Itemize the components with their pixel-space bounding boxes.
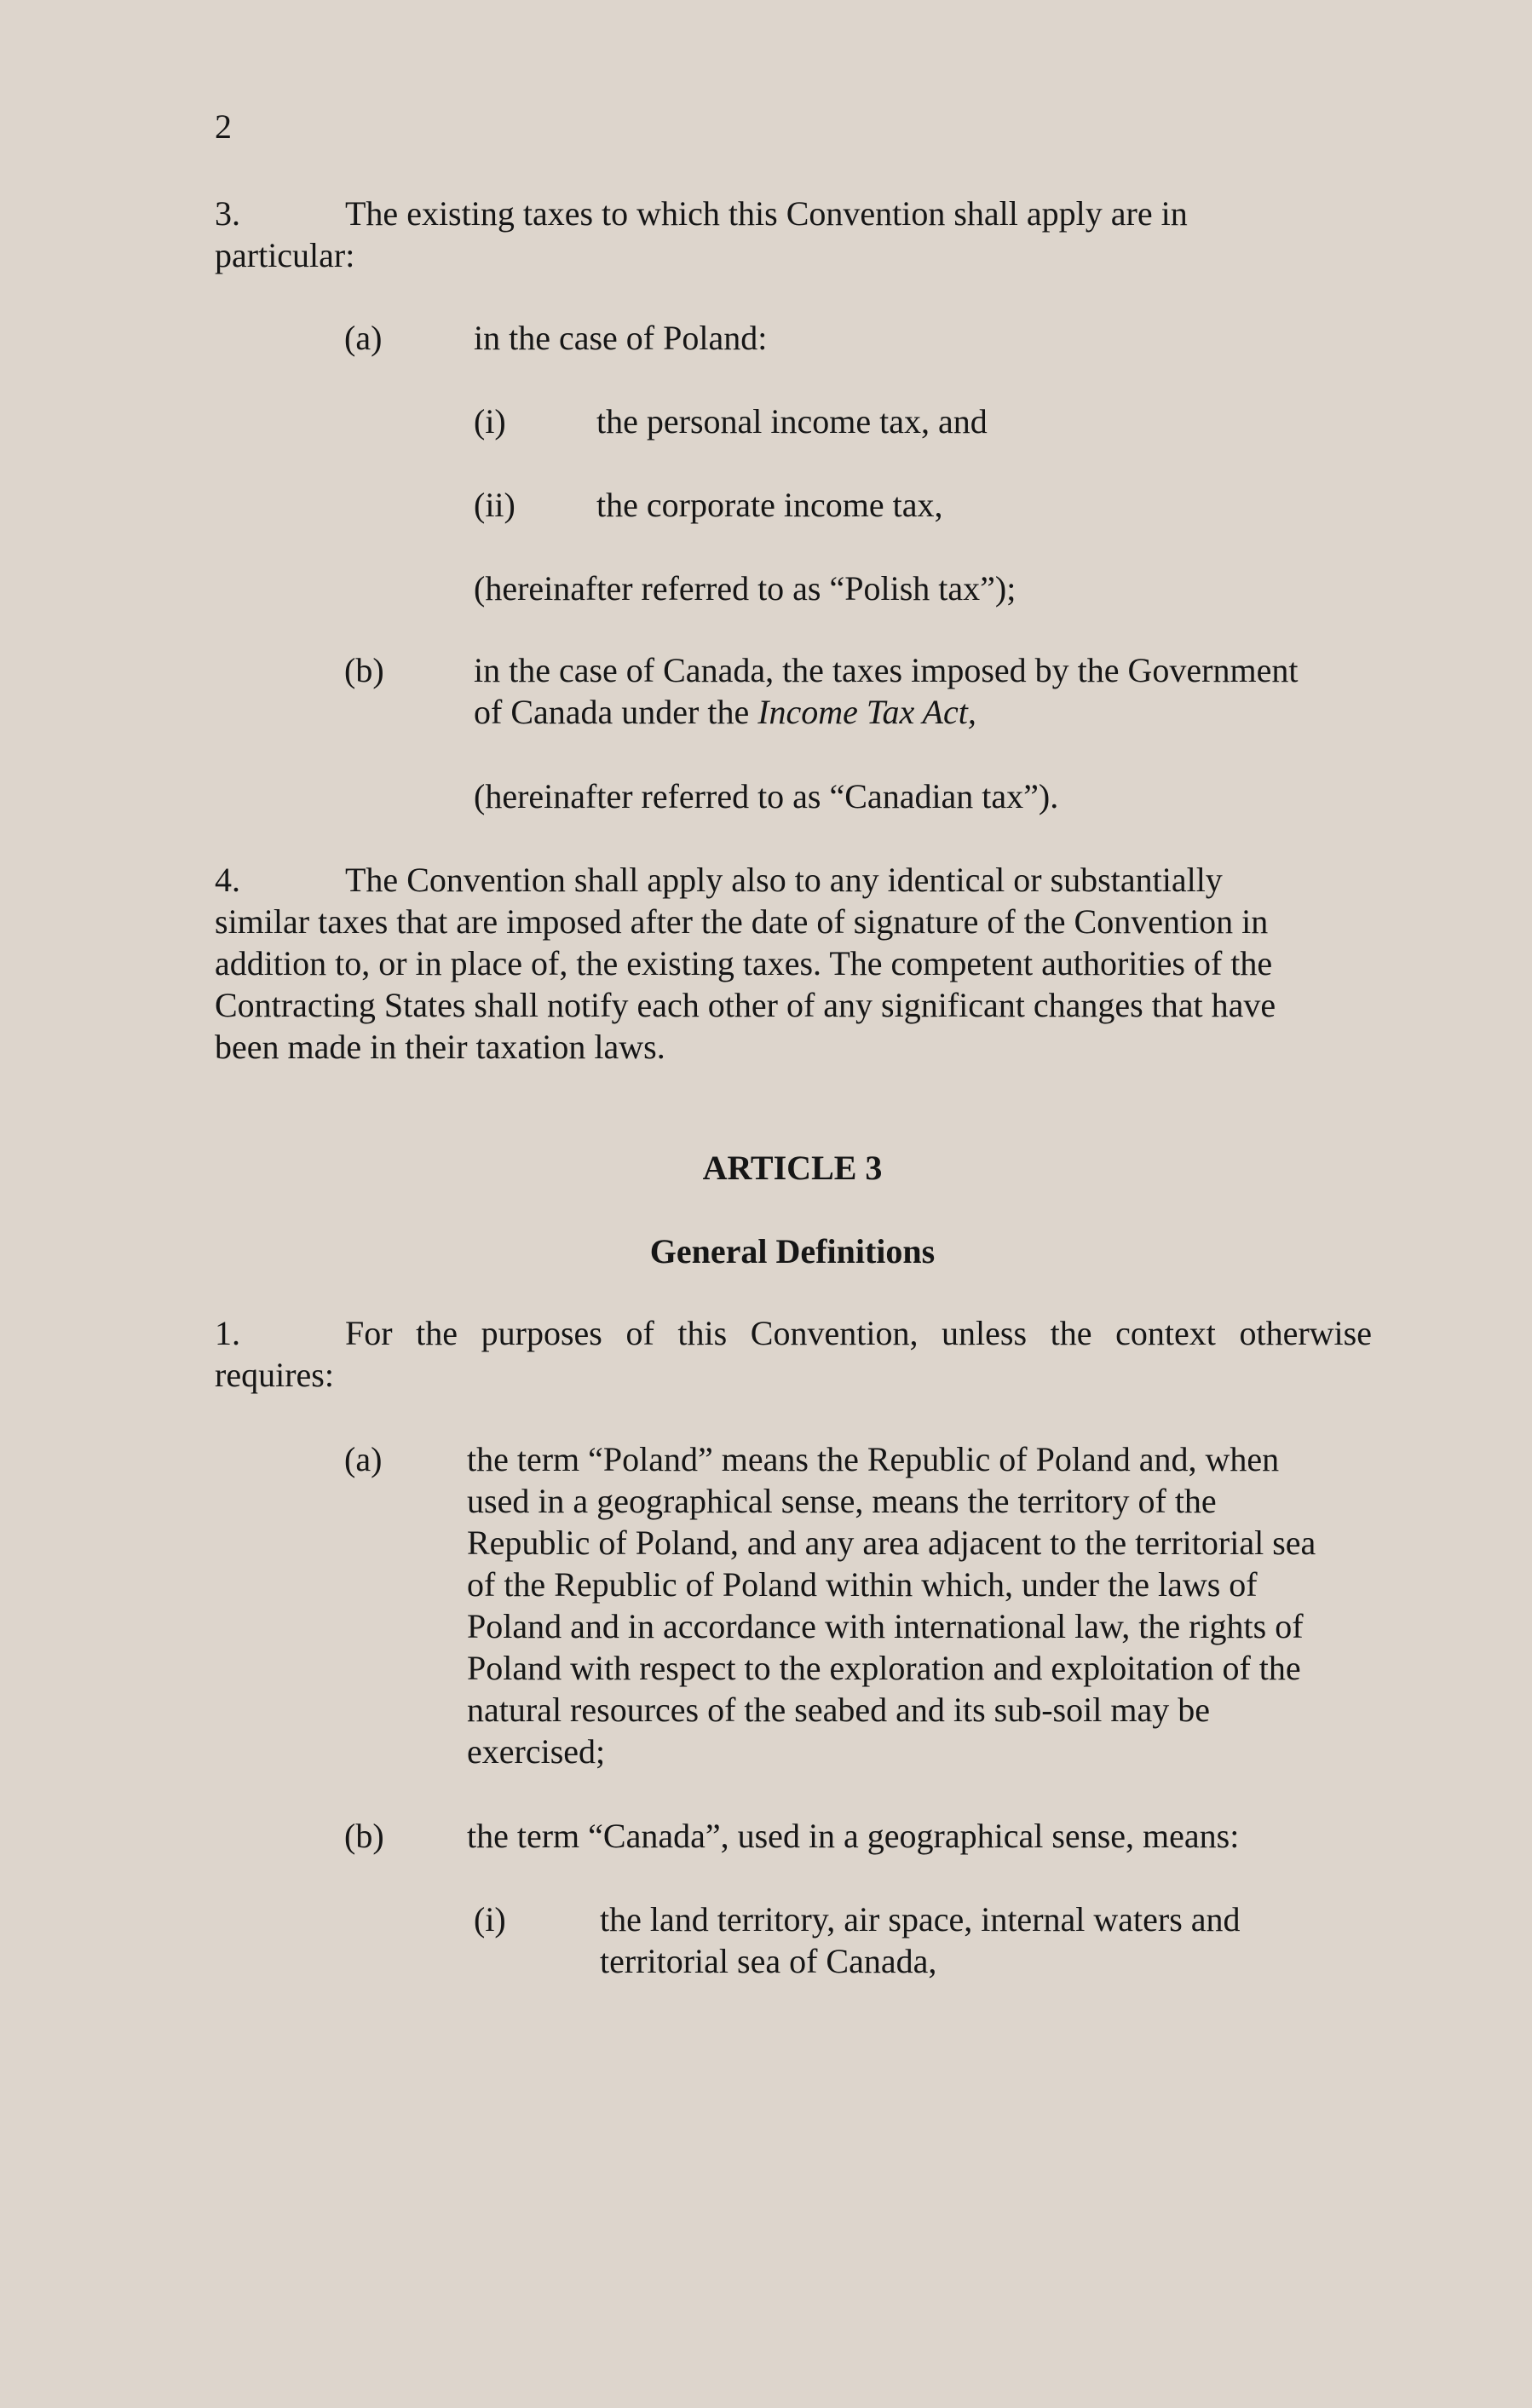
article-title: ARTICLE 3 [702, 1149, 883, 1187]
definition-canada-i [600, 1898, 1241, 1982]
definitions-intro-line1-row [215, 1312, 1372, 1354]
section-4-paragraph [215, 859, 1331, 1068]
definition-poland-line5: Poland and in accordance with international law, the rights of [467, 1607, 1304, 1645]
section-4-number: 4. [215, 861, 240, 899]
definition-canada-i-label: (i) [474, 1900, 506, 1938]
definition-a-label: (a) [344, 1440, 383, 1478]
section-4-line3: addition to, or in place of, the existing taxes. The competent authorities of the [215, 944, 1273, 982]
section-3-a-label: (a) [344, 319, 383, 357]
definitions-paragraph [215, 1312, 1372, 1396]
section-4-line4: Contracting States shall notify each other of any significant changes that have [215, 986, 1276, 1024]
section-3-b-hereinafter: (hereinafter referred to as “Canadian tax”). [474, 777, 1059, 815]
definition-poland-line1: the term “Poland” means the Republic of Poland and, when [467, 1440, 1280, 1478]
article-subtitle: General Definitions [649, 1232, 936, 1270]
section-3-a-hereinafter: (hereinafter referred to as “Polish tax”); [474, 569, 1017, 608]
definition-canada-text: the term “Canada”, used in a geographical sense, means: [467, 1817, 1240, 1855]
section-3-number: 3. [215, 194, 240, 233]
definition-poland-line3: Republic of Poland, and any area adjacent to the territorial sea [467, 1524, 1316, 1562]
section-3-a-i-text: the personal income tax, and [596, 402, 988, 441]
section-4-line5: been made in their taxation laws. [215, 1028, 665, 1066]
definitions-intro-line1: For the purposes of this Convention, unless the context otherwise [345, 1314, 1372, 1352]
definition-poland-line7: natural resources of the seabed and its sub-soil may be [467, 1691, 1210, 1729]
section-3-text-line2: particular: [215, 236, 355, 274]
section-4-line2: similar taxes that are imposed after the date of signature of the Convention in [215, 902, 1269, 941]
definitions-intro-line2: requires: [215, 1356, 334, 1394]
section-3-b-text-line2: of Canada under the [474, 693, 758, 731]
definitions-number: 1. [215, 1314, 240, 1352]
section-4-line1: The Convention shall apply also to any identical or substantially [345, 861, 1223, 899]
page-number: 2 [215, 107, 232, 146]
section-3-a-text: in the case of Poland: [474, 319, 768, 357]
definition-poland-line4: of the Republic of Poland within which, under the laws of [467, 1565, 1258, 1604]
definition-poland [467, 1438, 1316, 1772]
section-3-a-i-label: (i) [474, 402, 506, 441]
section-3-text-line1: The existing taxes to which this Convention shall apply are in [345, 194, 1188, 233]
section-3-b-label: (b) [344, 651, 384, 689]
definition-poland-line8: exercised; [467, 1732, 606, 1771]
income-tax-act-title: Income Tax Act, [757, 693, 976, 731]
definition-b-label: (b) [344, 1817, 384, 1855]
section-3-b-text-line1: in the case of Canada, the taxes imposed by the Government [474, 651, 1299, 689]
definition-canada-i-line1: the land territory, air space, internal waters and [600, 1900, 1241, 1938]
definition-canada-i-line2: territorial sea of Canada, [600, 1942, 937, 1980]
definition-poland-line2: used in a geographical sense, means the territory of the [467, 1482, 1217, 1520]
section-3-a-ii-label: (ii) [474, 486, 515, 524]
section-3-paragraph [215, 193, 1188, 276]
section-3-a-ii-text: the corporate income tax, [596, 486, 943, 524]
section-3-b-text [474, 649, 1298, 733]
definition-poland-line6: Poland with respect to the exploration and exploitation of the [467, 1649, 1301, 1687]
